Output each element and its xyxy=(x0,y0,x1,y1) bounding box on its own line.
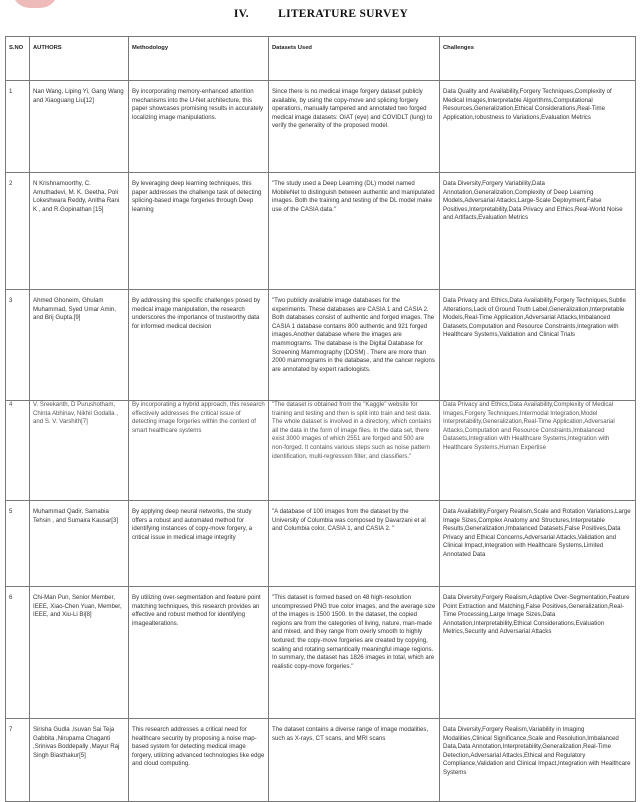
table-row xyxy=(6,401,636,501)
cell-authors: Sirisha Gudla ,Isuvan Sai Teja Gabbita ,Nirupama Chaganti ,Srinivas Boddepally ,Mayur Raj Singh Biasthakur[5] xyxy=(30,719,129,802)
cell-methodology: By leveraging deep learning techniques, this paper addresses the challenge task of detecting splicing-based image forgeries through Deep learning xyxy=(129,173,269,290)
header-authors: AUTHORS xyxy=(30,37,129,81)
section-number: IV. xyxy=(233,8,249,20)
cell-datasets: "A database of 100 images from the dataset by the University of Columbia was composed by Davarzani et al and Columbia color, CASIA 1, and CASIA 2. " xyxy=(269,501,440,587)
cell-challenges: Data Diversity,Forgery Variability,Data Annotation,Generalization,Complexity of Deep Learning Models,Adversarial Attacks,Large-Scale Deployment,False Positives,Interpretability,Data Privacy and Ethics,Real-World Noise and Artifacts,Evaluation Metrics xyxy=(440,173,636,290)
cell-authors: Nan Wang, Liping Yi, Gang Wang and Xiaoguang Liu[12] xyxy=(30,81,129,173)
cell-challenges: Data Privacy and Ethics,Data Availability,Forgery Techniques,Subtle Alterations,Lack of Ground Truth Label,Generalization,Interpretable Models,Real-Time Application,Adversarial Attacks,Imbalanced Datasets,Computation and Resource Constraints,Integration with Healthcare Systems,Validation and Clinical Trials xyxy=(440,290,636,401)
cell-methodology: By incorporating memory-enhanced attention mechanisms into the U-Net architecture, this paper showcases promising results in accurately localizing image manipulations. xyxy=(129,81,269,173)
cell-authors: Chi-Man Pun, Senior Member, IEEE, Xiao-Chen Yuan, Member, IEEE, and Xiu-Li Bi[8] xyxy=(30,587,129,719)
cell-challenges: Data Quality and Availability,Forgery Techniques,Complexity of Medical Images,Interpretable Algorithms,Computational Resources,Generalization,Ethical Considerations,Real-Time Application,robustness to Variations,Evaluation Metrics xyxy=(440,81,636,173)
cell-datasets: "The dataset is obtained from the "Kaggle" website for training and testing and then is split into train and test data. The whole dataset is involved in a directory, which contains all the data in the form of image files. In the data set, there exist 3000 images of which 2551 are forged and 500 are non-forged. It contains various steps such as noise pattern identification, multi-regression filter, and classifiers." xyxy=(269,401,440,501)
cell-sno: 3 xyxy=(6,290,30,401)
cell-challenges: Data Availability,Forgery Realism,Scale and Rotation Variations,Large Image Sizes,Complex Anatomy and Structures,Interpretable Results,Generalization,Imbalanced Datasets,False Positives,Data Privacy and Ethical Concerns,Adversarial Attacks,Validation and Clinical Impact,Integration with Healthcare Systems,Limited Annotated Data xyxy=(440,501,636,587)
logo-mark xyxy=(12,0,58,8)
cell-datasets: "This dataset is formed based on 48 high-resolution uncompressed PNG true color images, and the average size of the images is 1500 1500. In the dataset, the copied regions are from the categories of living, nature, man-made and mixed, and they range from overly smooth to highly textured; the copy-move forgeries are created by copying, scaling and rotating semantically meaningful image regions. In summary, the dataset has 1826 images in total, which are realistic copy-move forgeries." xyxy=(269,587,440,719)
table-row xyxy=(6,587,636,719)
header-datasets: Datasets Used xyxy=(269,37,440,81)
header-sno: S.NO xyxy=(6,37,30,81)
cell-datasets: The dataset contains a diverse range of image modalities, such as X-rays, CT scans, and MRI scans xyxy=(269,719,440,802)
cell-sno: 7 xyxy=(6,719,30,802)
header-methodology: Methodology xyxy=(129,37,269,81)
table-row xyxy=(6,290,636,401)
cell-datasets: Since there is no medical image forgery dataset publicly available, by using the copy-move and splicing forgery operations, manually tampered and annotated two forged medical image datasets: OIAT (eye) and COVIDLT (lung) to verify the generality of the proposed model. xyxy=(269,81,440,173)
cell-methodology: By utilizing over-segmentation and feature point matching techniques, this research provides an effective and robust method for identifying imagealterations. xyxy=(129,587,269,719)
cell-challenges: Data Privacy and Ethics,Data Availability,Complexity of Medical Images,Forgery Techniques,Intermodal Integration,Model Interpretability,Generalization,Real-Time Application,Adversarial Attacks,Computation and Resource Constraints,Imbalanced Datasets,Integration with Healthcare Systems,Integration with Healthcare Systems,Human Expertise xyxy=(440,401,636,501)
cell-sno: 4 xyxy=(6,401,30,501)
cell-sno: 6 xyxy=(6,587,30,719)
table-row xyxy=(6,173,636,290)
cell-challenges: Data Diversity,Forgery Realism,Variability in Imaging Modalities,Clinical Significance,Scale and Resolution,Imbalanced Data,Data Annotation,Interpretability,Generalization,Real-Time Detection,Adversarial Attacks,Ethical and Regulatory Compliance,Validation and Clinical Impact,Integration with Healthcare Systems xyxy=(440,719,636,802)
table-row xyxy=(6,719,636,802)
cell-authors: Muhammad Qadir, Samabia Tehsin , and Sumaira Kausar[3] xyxy=(30,501,129,587)
header-challenges: Challenges xyxy=(440,37,636,81)
table-row xyxy=(6,501,636,587)
cell-methodology: This research addresses a critical need for healthcare security by proposing a noise map-based system for detecting medical image forgery, utilizing advanced technologies like edge and cloud computing. xyxy=(129,719,269,802)
cell-methodology: By addressing the specific challenges posed by medical image manipulation, the research underscores the importance of trustworthy data for informed medical decision xyxy=(129,290,269,401)
cell-datasets: "Two publicly available image databases for the experiments. These databases are CASIA 1 and CASIA 2. Both databases consist of authentic and forged images. The CASIA 1 database contains 800 authentic and 921 forged images.Another database where the images are mammograms. The database is the Digital Database for Screening Mammography (DDSM) . There are more than 2000 mammograms in the database, and the cancer regions are annotated by expert radiologists. xyxy=(269,290,440,401)
section-heading xyxy=(0,8,642,20)
cell-methodology: By incorporating a hybrid approach, this research effectively addresses the critical issue of detecting image forgeries within the context of smart healthcare systems xyxy=(129,401,269,501)
table-header-row xyxy=(6,37,636,81)
cell-challenges: Data Diversity,Forgery Realism,Adaptive Over-Segmentation,Feature Point Extraction and Matching,False Positives,Generalization,Real-Time Processing,Large Image Sizes,Data Annotation,Interpretability,Ethical Considerations,Evaluation Metrics,Security and Adversarial Attacks xyxy=(440,587,636,719)
section-title: LITERATURE SURVEY xyxy=(278,8,409,20)
cell-methodology: By applying deep neural networks, the study offers a robust and automated method for identifying instances of copy-move forgery, a critical issue in medical image integrity xyxy=(129,501,269,587)
cell-authors: V. Sreekanth, D Purushotham, Chinta Abhinav, Nikhil Godalla , and S. V. Varshith[7] xyxy=(30,401,129,501)
cell-datasets: "The study used a Deep Learning (DL) model named MobileNet to distinguish between authentic and manipulated images. Both the training and testing of the DL model make use of the CASIA data." xyxy=(269,173,440,290)
cell-sno: 1 xyxy=(6,81,30,173)
table-row xyxy=(6,81,636,173)
cell-sno: 2 xyxy=(6,173,30,290)
cell-authors: Ahmed Ghoneim, Ghulam Muhammad, Syed Umar Amin, and Brij Gupta.[9] xyxy=(30,290,129,401)
literature-survey-table xyxy=(5,36,636,802)
cell-authors: N Krishnamoorthy, C. Amuthadevi, M. K. Geetha, Poli Lokeshwara Reddy, Anitha Rani K , and R.Gopinathan [15] xyxy=(30,173,129,290)
cell-sno: 5 xyxy=(6,501,30,587)
